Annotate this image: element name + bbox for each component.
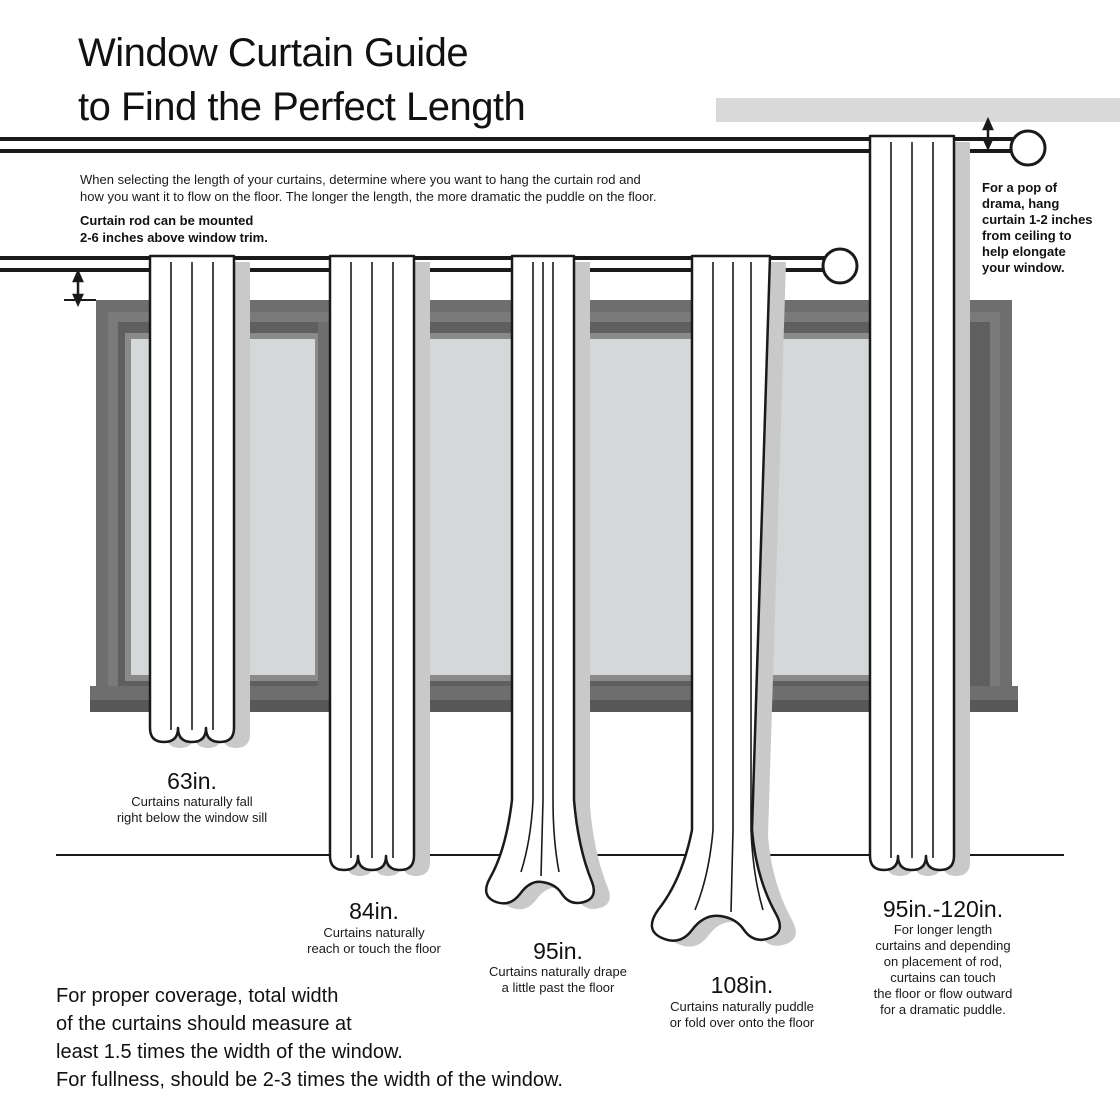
length-desc-108-line2: or fold over onto the floor	[669, 1015, 815, 1030]
ceiling-note-line6: your window.	[982, 260, 1065, 275]
length-desc-108-line1: Curtains naturally puddle	[670, 999, 814, 1014]
length-label-95: 95in.	[533, 938, 583, 964]
ceiling-gap-arrow	[984, 120, 992, 148]
length-desc-95-120-line3: on placement of rod,	[883, 954, 1003, 969]
page-title-line2: to Find the Perfect Length	[78, 85, 526, 129]
length-desc-63-line2: right below the window sill	[116, 810, 268, 825]
length-desc-63-line1: Curtains naturally fall	[131, 794, 253, 809]
rod-note-line2: 2-6 inches above window trim.	[80, 230, 268, 245]
footer-line4: For fullness, should be 2-3 times the width of the window.	[56, 1069, 563, 1091]
curtain-84	[330, 256, 430, 876]
length-label-108: 108in.	[710, 972, 774, 998]
length-desc-95-120-line2: curtains and depending	[875, 938, 1011, 953]
length-label-95-120: 95in.-120in.	[882, 896, 1004, 922]
intro-line1: When selecting the length of your curtains, determine where you want to hang the curtain rod and	[80, 172, 641, 187]
length-desc-84-line2: reach or touch the floor	[307, 941, 441, 956]
length-desc-95-line2: a little past the floor	[501, 980, 615, 995]
footer-line2: of the curtains should measure at	[56, 1013, 352, 1035]
length-label-84: 84in.	[349, 898, 399, 924]
curtain-95-120	[870, 136, 970, 876]
footer-line1: For proper coverage, total width	[56, 985, 339, 1007]
rod-note-line1: Curtain rod can be mounted	[80, 213, 254, 228]
trim-gap-arrow	[64, 272, 96, 304]
ceiling-note-line4: from ceiling to	[982, 228, 1072, 243]
length-desc-95-120-line4: curtains can touch	[890, 970, 996, 985]
length-label-63: 63in.	[167, 768, 217, 794]
ceiling-note-line2: drama, hang	[982, 196, 1060, 211]
length-desc-84-line1: Curtains naturally	[323, 925, 425, 940]
ceiling-note-line5: help elongate	[982, 244, 1066, 259]
intro-line2: how you want it to flow on the floor. The longer the length, the more dramatic the puddle on the floor.	[80, 189, 657, 204]
length-desc-95-120-line5: the floor or flow outward	[873, 986, 1013, 1001]
length-desc-95-120-line6: for a dramatic puddle.	[880, 1002, 1006, 1017]
curtain-63	[150, 256, 250, 748]
length-desc-95-120-line1: For longer length	[893, 922, 993, 937]
ceiling-note-line1: For a pop of	[982, 180, 1058, 195]
header-accent-bar	[716, 98, 1120, 122]
footer-line3: least 1.5 times the width of the window.	[56, 1041, 403, 1063]
ceiling-note-line3: curtain 1-2 inches	[982, 212, 1093, 227]
page-title-line1: Window Curtain Guide	[78, 31, 469, 75]
length-desc-95-line1: Curtains naturally drape	[488, 964, 628, 979]
